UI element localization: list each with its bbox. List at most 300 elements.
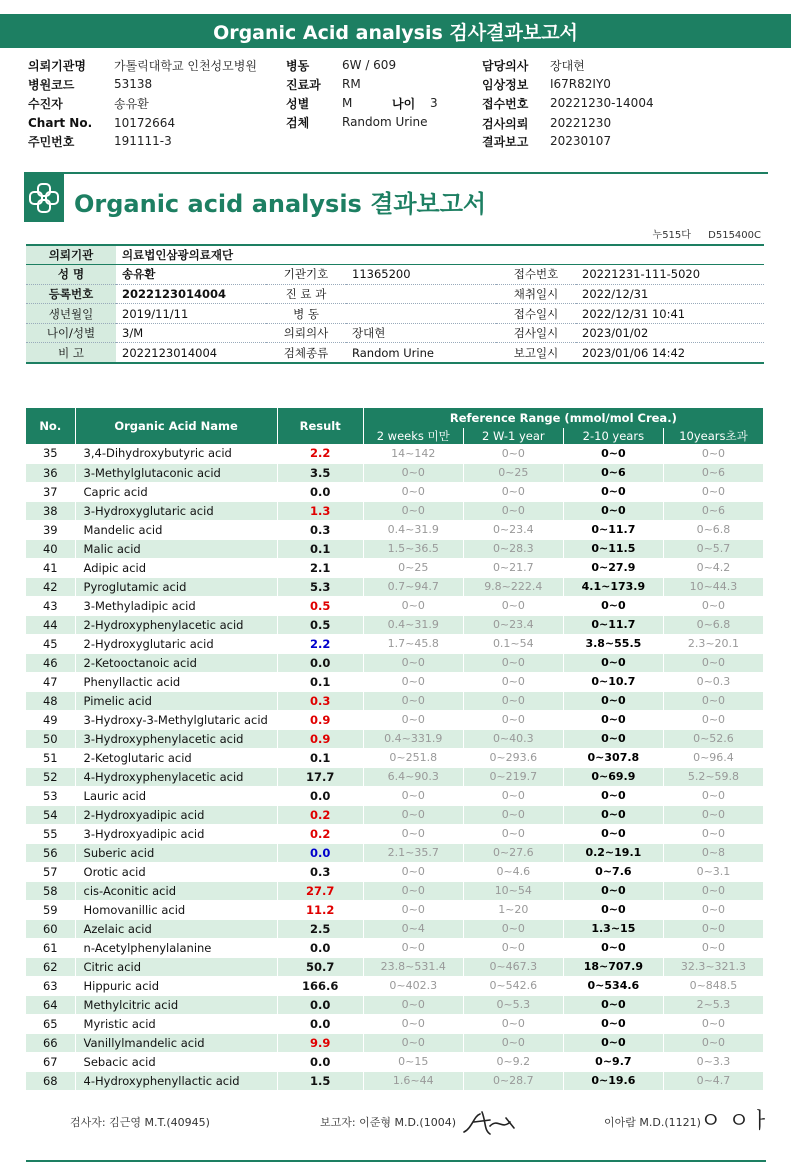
ref-2w-1year: 0~0 <box>463 653 563 672</box>
ward-value: 6W / 609 <box>342 58 397 72</box>
ref-col-header: 2 W-1 year <box>463 428 563 444</box>
ref-10years: 0~0 <box>663 691 763 710</box>
info-value: 2022/12/31 <box>576 284 764 304</box>
ref-10years: 0~0 <box>663 900 763 919</box>
row-number: 41 <box>26 558 75 577</box>
result-value: 0.3 <box>277 862 363 881</box>
doc-code-a: 누515다 <box>652 230 691 241</box>
result-value: 11.2 <box>277 900 363 919</box>
ref-2-10years: 0~0 <box>563 691 663 710</box>
result-value: 0.5 <box>277 615 363 634</box>
ref-10years: 0~0 <box>663 596 763 615</box>
info-label: 등록번호 <box>26 284 116 304</box>
ref-10years: 2.3~20.1 <box>663 634 763 653</box>
section-title: Organic acid analysis 결과보고서 <box>74 190 487 218</box>
table-row <box>26 615 764 634</box>
row-number: 55 <box>26 824 75 843</box>
receipt-value: 20221230-14004 <box>550 96 654 110</box>
acid-name: 3-Methylglutaconic acid <box>75 463 277 482</box>
ref-2-10years: 0~11.5 <box>563 539 663 558</box>
acid-name: Hippuric acid <box>75 976 277 995</box>
request-label: 검사의뢰 <box>482 116 529 131</box>
row-number: 66 <box>26 1033 75 1052</box>
physician-signature-mark-icon: ㅇ ㅇㅏ <box>700 1109 771 1134</box>
reporter-signature-scribble-icon <box>460 1108 524 1141</box>
result-value: 0.2 <box>277 805 363 824</box>
ref-2-10years: 0~0 <box>563 995 663 1014</box>
ref-2w-1year: 0~0 <box>463 710 563 729</box>
signature-footer <box>0 1108 791 1138</box>
report-value: 20230107 <box>550 134 612 148</box>
ref-2-10years: 0~0 <box>563 501 663 520</box>
result-value: 5.3 <box>277 577 363 596</box>
ref-2weeks: 1.6~44 <box>363 1071 463 1090</box>
info-value: 2022123014004 <box>116 284 266 304</box>
ref-2w-1year: 0~0 <box>463 1033 563 1052</box>
ref-10years: 0~848.5 <box>663 976 763 995</box>
row-number: 38 <box>26 501 75 520</box>
info-label: 접수일시 <box>496 304 576 324</box>
info-value: 2022/12/31 10:41 <box>576 304 764 324</box>
request-value: 20221230 <box>550 116 612 130</box>
acid-name: Pyroglutamic acid <box>75 577 277 596</box>
ref-2w-1year: 0~23.4 <box>463 520 563 539</box>
acid-name: Azelaic acid <box>75 919 277 938</box>
acid-name: 4-Hydroxyphenyllactic acid <box>75 1071 277 1090</box>
ref-2w-1year: 0~0 <box>463 824 563 843</box>
ref-2weeks: 0~0 <box>363 672 463 691</box>
bottom-divider <box>26 1160 766 1162</box>
ref-10years: 0~6 <box>663 463 763 482</box>
ref-2weeks: 0~0 <box>363 1014 463 1033</box>
row-number: 45 <box>26 634 75 653</box>
ref-2weeks: 0~0 <box>363 653 463 672</box>
result-value: 2.2 <box>277 444 363 463</box>
row-number: 36 <box>26 463 75 482</box>
acid-name: 3-Hydroxyglutaric acid <box>75 501 277 520</box>
col-ref-header: Reference Range (mmol/mol Crea.) <box>363 408 763 428</box>
ref-2-10years: 0~0 <box>563 881 663 900</box>
table-row <box>26 767 764 786</box>
ref-2-10years: 0~0 <box>563 805 663 824</box>
acid-name: Malic acid <box>75 539 277 558</box>
table-row <box>26 862 764 881</box>
ref-10years: 0~6 <box>663 501 763 520</box>
ref-2weeks: 0.4~331.9 <box>363 729 463 748</box>
table-row <box>26 653 764 672</box>
acid-name: 2-Hydroxyglutaric acid <box>75 634 277 653</box>
ref-2weeks: 23.8~531.4 <box>363 957 463 976</box>
age-value: 3 <box>430 96 438 110</box>
ref-2-10years: 0~19.6 <box>563 1071 663 1090</box>
ref-2-10years: 4.1~173.9 <box>563 577 663 596</box>
info-value: 송유환 <box>116 265 266 285</box>
specimen-value: Random Urine <box>342 115 428 129</box>
ref-2-10years: 0~0 <box>563 786 663 805</box>
result-value: 0.9 <box>277 729 363 748</box>
row-number: 42 <box>26 577 75 596</box>
ref-10years: 5.2~59.8 <box>663 767 763 786</box>
resident-value: 191111-3 <box>114 134 172 148</box>
acid-name: 3-Methyladipic acid <box>75 596 277 615</box>
ref-2w-1year: 0~28.7 <box>463 1071 563 1090</box>
reporter-signature: 보고자: 이준형 M.D.(1004) <box>320 1116 456 1129</box>
clinical-value: I67R82IY0 <box>550 77 611 91</box>
info-label: 비 고 <box>26 343 116 363</box>
ref-2w-1year: 10~54 <box>463 881 563 900</box>
ref-2-10years: 0~27.9 <box>563 558 663 577</box>
info-value: 의료법인삼광의료재단 <box>116 245 764 265</box>
ref-10years: 0~0 <box>663 710 763 729</box>
info-value: 2023/01/06 14:42 <box>576 343 764 363</box>
info-value: 2022123014004 <box>116 343 266 363</box>
ref-10years: 32.3~321.3 <box>663 957 763 976</box>
row-number: 39 <box>26 520 75 539</box>
result-value: 0.1 <box>277 539 363 558</box>
ref-10years: 0~0 <box>663 1014 763 1033</box>
info-value <box>346 304 496 324</box>
ref-2w-1year: 0~27.6 <box>463 843 563 862</box>
ref-2-10years: 0~534.6 <box>563 976 663 995</box>
ref-10years: 0~0 <box>663 938 763 957</box>
ref-2weeks: 0~0 <box>363 900 463 919</box>
ref-2weeks: 14~142 <box>363 444 463 463</box>
chart-value: 10172664 <box>114 116 176 130</box>
row-number: 43 <box>26 596 75 615</box>
ref-2-10years: 0~0 <box>563 1014 663 1033</box>
ref-2w-1year: 0~0 <box>463 919 563 938</box>
ref-10years: 0~0 <box>663 482 763 501</box>
table-row <box>26 501 764 520</box>
doctor-label: 담당의사 <box>482 58 529 73</box>
result-value: 2.5 <box>277 919 363 938</box>
ref-2weeks: 0.7~94.7 <box>363 577 463 596</box>
table-row <box>26 672 764 691</box>
ref-10years: 0~4.2 <box>663 558 763 577</box>
row-number: 53 <box>26 786 75 805</box>
report-title: Organic Acid analysis 검사결과보고서 <box>213 21 578 44</box>
result-value: 1.5 <box>277 1071 363 1090</box>
table-row <box>26 995 764 1014</box>
row-number: 49 <box>26 710 75 729</box>
row-number: 48 <box>26 691 75 710</box>
ref-2-10years: 0.2~19.1 <box>563 843 663 862</box>
ref-2w-1year: 0~0 <box>463 482 563 501</box>
row-number: 59 <box>26 900 75 919</box>
col-name-header: Organic Acid Name <box>75 408 277 444</box>
result-value: 0.0 <box>277 1014 363 1033</box>
ref-10years: 0~0 <box>663 444 763 463</box>
info-value: 11365200 <box>346 265 496 285</box>
table-row <box>26 691 764 710</box>
info-value: 장대현 <box>346 323 496 343</box>
acid-name: 2-Ketooctanoic acid <box>75 653 277 672</box>
results-table <box>26 408 764 1091</box>
ref-2weeks: 0~0 <box>363 710 463 729</box>
results-body <box>26 444 764 1090</box>
ref-2weeks: 0~0 <box>363 596 463 615</box>
ref-10years: 0~96.4 <box>663 748 763 767</box>
row-number: 37 <box>26 482 75 501</box>
doc-code-b: D515400C <box>708 230 761 241</box>
ref-2w-1year: 0~467.3 <box>463 957 563 976</box>
ref-col-header: 2 weeks 미만 <box>363 428 463 444</box>
ref-2-10years: 0~0 <box>563 900 663 919</box>
acid-name: n-Acetylphenylalanine <box>75 938 277 957</box>
result-value: 0.1 <box>277 748 363 767</box>
ref-col-header: 2-10 years <box>563 428 663 444</box>
result-value: 0.0 <box>277 938 363 957</box>
info-label: 병 동 <box>266 304 346 324</box>
info-label: 생년월일 <box>26 304 116 324</box>
result-value: 0.0 <box>277 995 363 1014</box>
ref-10years: 0~0 <box>663 653 763 672</box>
info-label: 검체종류 <box>266 343 346 363</box>
result-value: 0.0 <box>277 1052 363 1071</box>
ref-2weeks: 1.7~45.8 <box>363 634 463 653</box>
info-label: 나이/성별 <box>26 323 116 343</box>
ward-label: 병동 <box>286 58 310 73</box>
ref-2w-1year: 1~20 <box>463 900 563 919</box>
ref-2w-1year: 0.1~54 <box>463 634 563 653</box>
table-row <box>26 558 764 577</box>
institution-label: 의뢰기관명 <box>28 58 86 73</box>
info-label: 채취일시 <box>496 284 576 304</box>
acid-name: Vanillylmandelic acid <box>75 1033 277 1052</box>
info-label: 검사일시 <box>496 323 576 343</box>
ref-2-10years: 1.3~15 <box>563 919 663 938</box>
info-value: 2019/11/11 <box>116 304 266 324</box>
ref-2w-1year: 0~25 <box>463 463 563 482</box>
acid-name: Capric acid <box>75 482 277 501</box>
sample-info-table <box>26 244 764 364</box>
ref-10years: 0~0 <box>663 786 763 805</box>
info-value: 2023/01/02 <box>576 323 764 343</box>
table-row <box>26 1052 764 1071</box>
result-value: 2.2 <box>277 634 363 653</box>
table-row <box>26 900 764 919</box>
table-row <box>26 710 764 729</box>
info-value: Random Urine <box>346 343 496 363</box>
institution-value: 가톨릭대학교 인천성모병원 <box>114 58 257 73</box>
report-label: 결과보고 <box>482 134 529 149</box>
acid-name: 3-Hydroxyadipic acid <box>75 824 277 843</box>
ref-2weeks: 0~15 <box>363 1052 463 1071</box>
ref-2-10years: 0~307.8 <box>563 748 663 767</box>
ref-2weeks: 0~251.8 <box>363 748 463 767</box>
result-value: 0.9 <box>277 710 363 729</box>
table-row <box>26 786 764 805</box>
row-number: 54 <box>26 805 75 824</box>
result-value: 0.0 <box>277 482 363 501</box>
col-no-header: No. <box>26 408 75 444</box>
acid-name: Orotic acid <box>75 862 277 881</box>
ref-2-10years: 0~0 <box>563 1033 663 1052</box>
acid-name: Pimelic acid <box>75 691 277 710</box>
table-row <box>26 596 764 615</box>
table-row <box>26 748 764 767</box>
acid-name: Methylcitric acid <box>75 995 277 1014</box>
ref-2weeks: 0~0 <box>363 786 463 805</box>
ref-2w-1year: 0~5.3 <box>463 995 563 1014</box>
info-label: 접수번호 <box>496 265 576 285</box>
table-row <box>26 976 764 995</box>
result-value: 0.0 <box>277 653 363 672</box>
ref-10years: 0~5.7 <box>663 539 763 558</box>
table-row <box>26 577 764 596</box>
ref-2-10years: 0~11.7 <box>563 615 663 634</box>
ref-2-10years: 0~0 <box>563 596 663 615</box>
table-row <box>26 463 764 482</box>
table-row <box>26 1071 764 1090</box>
acid-name: 3-Hydroxyphenylacetic acid <box>75 729 277 748</box>
ref-2weeks: 0~4 <box>363 919 463 938</box>
ref-2w-1year: 0~219.7 <box>463 767 563 786</box>
table-row <box>26 1033 764 1052</box>
acid-name: cis-Aconitic acid <box>75 881 277 900</box>
ref-10years: 0~3.1 <box>663 862 763 881</box>
report-header <box>0 14 791 48</box>
ref-10years: 2~5.3 <box>663 995 763 1014</box>
table-row <box>26 957 764 976</box>
ref-10years: 0~6.8 <box>663 615 763 634</box>
ref-2weeks: 6.4~90.3 <box>363 767 463 786</box>
chart-label: Chart No. <box>28 116 93 130</box>
ref-2weeks: 0~0 <box>363 691 463 710</box>
ref-10years: 0~0.3 <box>663 672 763 691</box>
acid-name: Homovanillic acid <box>75 900 277 919</box>
acid-name: Suberic acid <box>75 843 277 862</box>
ref-2weeks: 0~0 <box>363 995 463 1014</box>
ref-2weeks: 0~0 <box>363 938 463 957</box>
ref-2weeks: 0~25 <box>363 558 463 577</box>
ref-2-10years: 0~11.7 <box>563 520 663 539</box>
ref-10years: 10~44.3 <box>663 577 763 596</box>
acid-name: Mandelic acid <box>75 520 277 539</box>
row-number: 52 <box>26 767 75 786</box>
dept-label: 진료과 <box>286 77 321 92</box>
table-row <box>26 843 764 862</box>
ref-2weeks: 2.1~35.7 <box>363 843 463 862</box>
ref-2w-1year: 0~0 <box>463 938 563 957</box>
ref-2-10years: 0~7.6 <box>563 862 663 881</box>
result-value: 0.0 <box>277 786 363 805</box>
ref-2w-1year: 0~0 <box>463 805 563 824</box>
acid-name: Lauric acid <box>75 786 277 805</box>
ref-2-10years: 3.8~55.5 <box>563 634 663 653</box>
ref-2-10years: 18~707.9 <box>563 957 663 976</box>
ref-2-10years: 0~10.7 <box>563 672 663 691</box>
info-value: 20221231-111-5020 <box>576 265 764 285</box>
info-label: 기관기호 <box>266 265 346 285</box>
table-row <box>26 938 764 957</box>
ref-10years: 0~6.8 <box>663 520 763 539</box>
ref-10years: 0~4.7 <box>663 1071 763 1090</box>
table-row <box>26 520 764 539</box>
row-number: 57 <box>26 862 75 881</box>
row-number: 63 <box>26 976 75 995</box>
ref-2weeks: 0~0 <box>363 881 463 900</box>
info-label: 보고일시 <box>496 343 576 363</box>
result-value: 166.6 <box>277 976 363 995</box>
ref-2-10years: 0~69.9 <box>563 767 663 786</box>
recipient-value: 송유환 <box>114 96 149 111</box>
doctor-value: 장대현 <box>550 58 585 73</box>
ref-2w-1year: 0~9.2 <box>463 1052 563 1071</box>
ref-10years: 0~52.6 <box>663 729 763 748</box>
ref-2w-1year: 0~0 <box>463 501 563 520</box>
table-row <box>26 824 764 843</box>
ref-2weeks: 0~0 <box>363 824 463 843</box>
ref-2weeks: 0.4~31.9 <box>363 520 463 539</box>
row-number: 44 <box>26 615 75 634</box>
ref-10years: 0~0 <box>663 1033 763 1052</box>
result-value: 0.3 <box>277 691 363 710</box>
table-row <box>26 805 764 824</box>
acid-name: 4-Hydroxyphenylacetic acid <box>75 767 277 786</box>
row-number: 50 <box>26 729 75 748</box>
row-number: 58 <box>26 881 75 900</box>
info-label: 진 료 과 <box>266 284 346 304</box>
ref-10years: 0~0 <box>663 881 763 900</box>
table-row <box>26 881 764 900</box>
resident-label: 주민번호 <box>28 134 75 149</box>
recipient-label: 수진자 <box>28 96 63 111</box>
ref-2weeks: 0~0 <box>363 482 463 501</box>
table-row <box>26 729 764 748</box>
ref-10years: 0~0 <box>663 919 763 938</box>
info-label: 성 명 <box>26 265 116 285</box>
result-value: 9.9 <box>277 1033 363 1052</box>
ref-2w-1year: 0~40.3 <box>463 729 563 748</box>
result-value: 50.7 <box>277 957 363 976</box>
ref-2w-1year: 0~0 <box>463 691 563 710</box>
receipt-label: 접수번호 <box>482 96 529 111</box>
clinical-label: 임상정보 <box>482 77 529 92</box>
ref-2w-1year: 0~293.6 <box>463 748 563 767</box>
result-value: 0.1 <box>277 672 363 691</box>
acid-name: 2-Hydroxyadipic acid <box>75 805 277 824</box>
result-value: 0.0 <box>277 843 363 862</box>
tester-signature: 검사자: 김근영 M.T.(40945) <box>70 1116 210 1129</box>
row-number: 68 <box>26 1071 75 1090</box>
info-value: 3/M <box>116 323 266 343</box>
ref-2weeks: 0~0 <box>363 862 463 881</box>
table-row <box>26 634 764 653</box>
col-result-header: Result <box>277 408 363 444</box>
acid-name: 2-Ketoglutaric acid <box>75 748 277 767</box>
acid-name: Adipic acid <box>75 558 277 577</box>
ref-2weeks: 0.4~31.9 <box>363 615 463 634</box>
row-number: 64 <box>26 995 75 1014</box>
document-id <box>639 226 761 241</box>
ref-2w-1year: 0~0 <box>463 1014 563 1033</box>
row-number: 65 <box>26 1014 75 1033</box>
info-label: 의뢰기관 <box>26 245 116 265</box>
ref-2weeks: 0~0 <box>363 1033 463 1052</box>
ref-2w-1year: 0~542.6 <box>463 976 563 995</box>
ref-10years: 0~8 <box>663 843 763 862</box>
sex-value: M <box>342 96 353 110</box>
hospcode-label: 병원코드 <box>28 77 75 92</box>
ref-2-10years: 0~0 <box>563 710 663 729</box>
ref-2weeks: 1.5~36.5 <box>363 539 463 558</box>
acid-name: 2-Hydroxyphenylacetic acid <box>75 615 277 634</box>
table-row <box>26 919 764 938</box>
ref-2w-1year: 0~23.4 <box>463 615 563 634</box>
ref-2-10years: 0~0 <box>563 824 663 843</box>
acid-name: 3,4-Dihydroxybutyric acid <box>75 444 277 463</box>
